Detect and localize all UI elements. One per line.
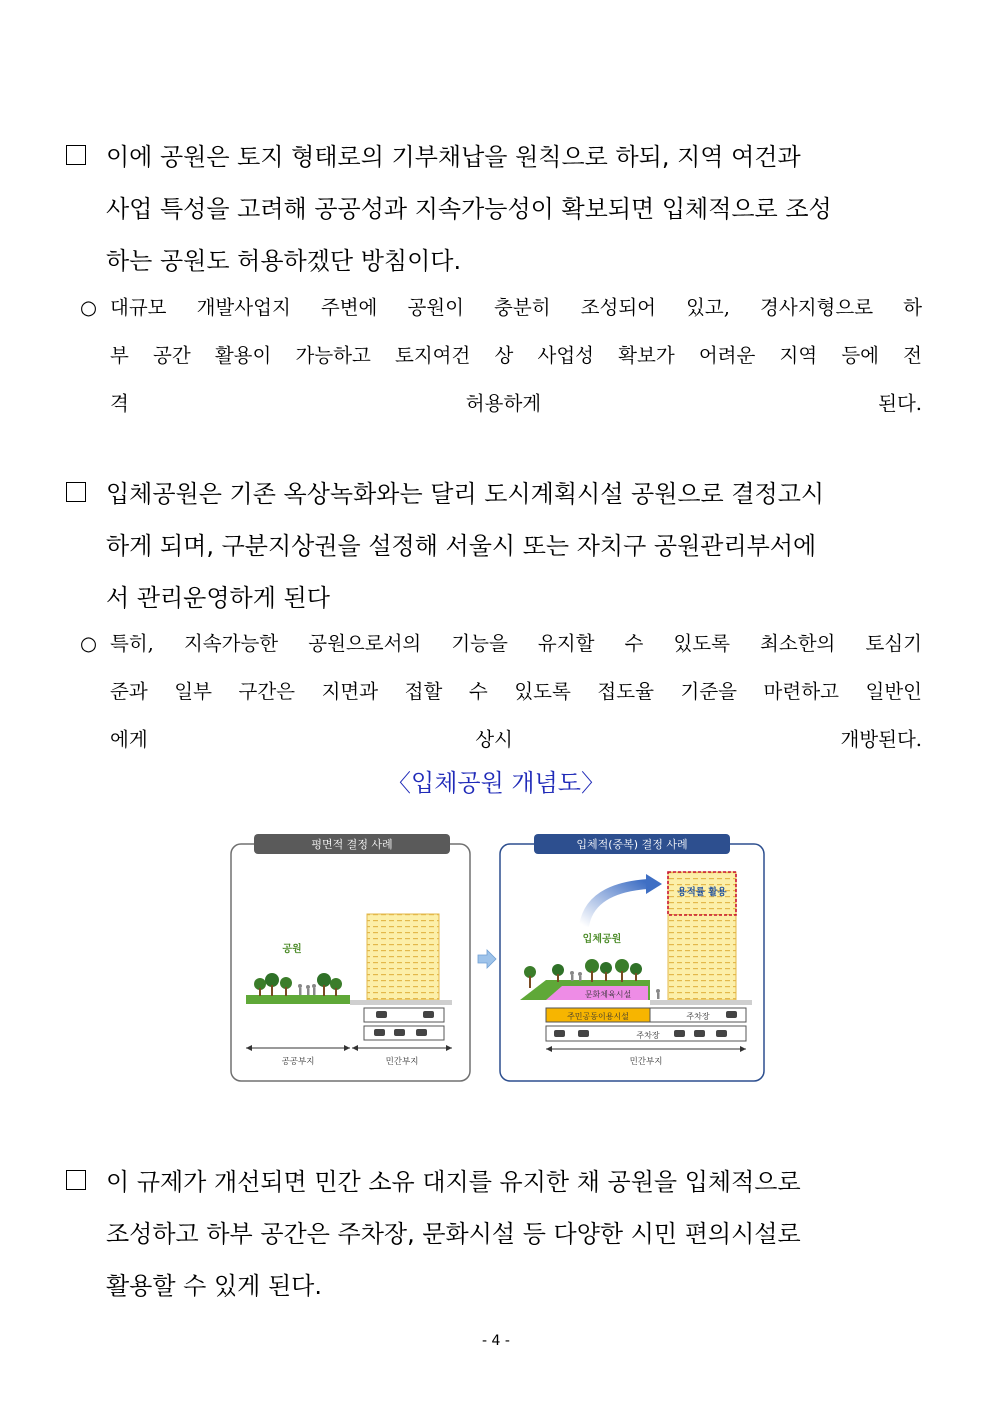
transition-arrow-icon [478,950,496,968]
right-private-land-label: 민간부지 [629,1057,663,1067]
paragraph-2-sub-text [110,620,922,764]
paragraph-3-text [106,1156,922,1312]
paragraph-line: 서 관리운영하게 된다 [106,584,330,612]
paragraph-line: 격 허용하게 된다. [110,392,922,415]
paragraph-line: 하는 공원도 허용하겠단 방침이다. [106,247,462,275]
square-bullet [66,145,86,165]
left-park-label: 공원 [282,944,302,955]
road [350,1000,452,1005]
paragraph-2-text [106,468,922,624]
ground [246,995,350,1004]
paragraph-2-sub [80,620,922,764]
paragraph-1 [66,131,922,287]
paragraph-2 [66,468,922,624]
paragraph-line: 에게 상시 개방된다. [110,728,922,751]
road [650,1000,752,1005]
park-concept-diagram [228,828,768,1084]
paragraph-3 [66,1156,922,1312]
parking-upper-label: 주차장 [686,1012,710,1021]
paragraph-line: 이 규제가 개선되면 민간 소유 대지를 유지한 채 공원을 입체적으로 [106,1168,801,1196]
paragraph-line: 이에 공원은 토지 형태로의 기부채납을 원칙으로 하되, 지역 여건과 [106,143,801,171]
culture-label: 문화체육시설 [584,990,632,999]
right-panel [500,834,764,1081]
paragraph-line: 대규모 개발사업지 주변에 공원이 충분히 조성되어 있고, 경사지형으로 하 [110,296,922,319]
paragraph-line: 입체공원은 기존 옥상녹화와는 달리 도시계획시설 공원으로 결정고시 [106,480,825,508]
left-panel [231,834,470,1081]
left-panel-header: 평면적 결정 사례 [311,838,393,851]
building [367,914,439,1000]
paragraph-line: 활용할 수 있게 된다. [106,1272,322,1300]
paragraph-line: 사업 특성을 고려해 공공성과 지속가능성이 확보되면 입체적으로 조성 [106,195,832,223]
community-label: 주민공동이용시설 [567,1012,629,1021]
figure-title: 〈입체공원 개념도〉 [387,769,605,797]
square-bullet [66,1170,86,1190]
people-icons [298,984,316,995]
paragraph-line: 준과 일부 구간은 지면과 접할 수 있도록 접도율 기준을 마련하고 일반인 [110,680,922,703]
circle-bullet: ○ [80,632,98,655]
square-bullet [66,482,86,502]
parking-lower-label: 주차장 [636,1031,660,1040]
paragraph-line: 하게 되며, 구분지상권을 설정해 서울시 또는 자치구 공원관리부서에 [106,532,817,560]
paragraph-line: 부 공간 활용이 가능하고 토지여건 상 사업성 확보가 어려운 지역 등에 전 [110,344,922,367]
paragraph-line: 특히, 지속가능한 공원으로서의 기능을 유지할 수 있도록 최소한의 토심기 [110,632,922,655]
paragraph-1-sub [80,284,922,428]
far-label: 용적률 활용 [677,887,727,898]
page-number: - 4 - [482,1333,510,1349]
right-panel-header: 입체적(중복) 결정 사례 [576,838,688,851]
right-park-label: 입체공원 [582,934,622,945]
paragraph-1-sub-text [110,284,922,428]
paragraph-1-text [106,131,922,287]
paragraph-line: 조성하고 하부 공간은 주차장, 문화시설 등 다양한 시민 편의시설로 [106,1220,801,1248]
public-land-label: 공공부지 [281,1057,315,1067]
circle-bullet: ○ [80,296,98,319]
left-private-land-label: 민간부지 [385,1057,419,1067]
